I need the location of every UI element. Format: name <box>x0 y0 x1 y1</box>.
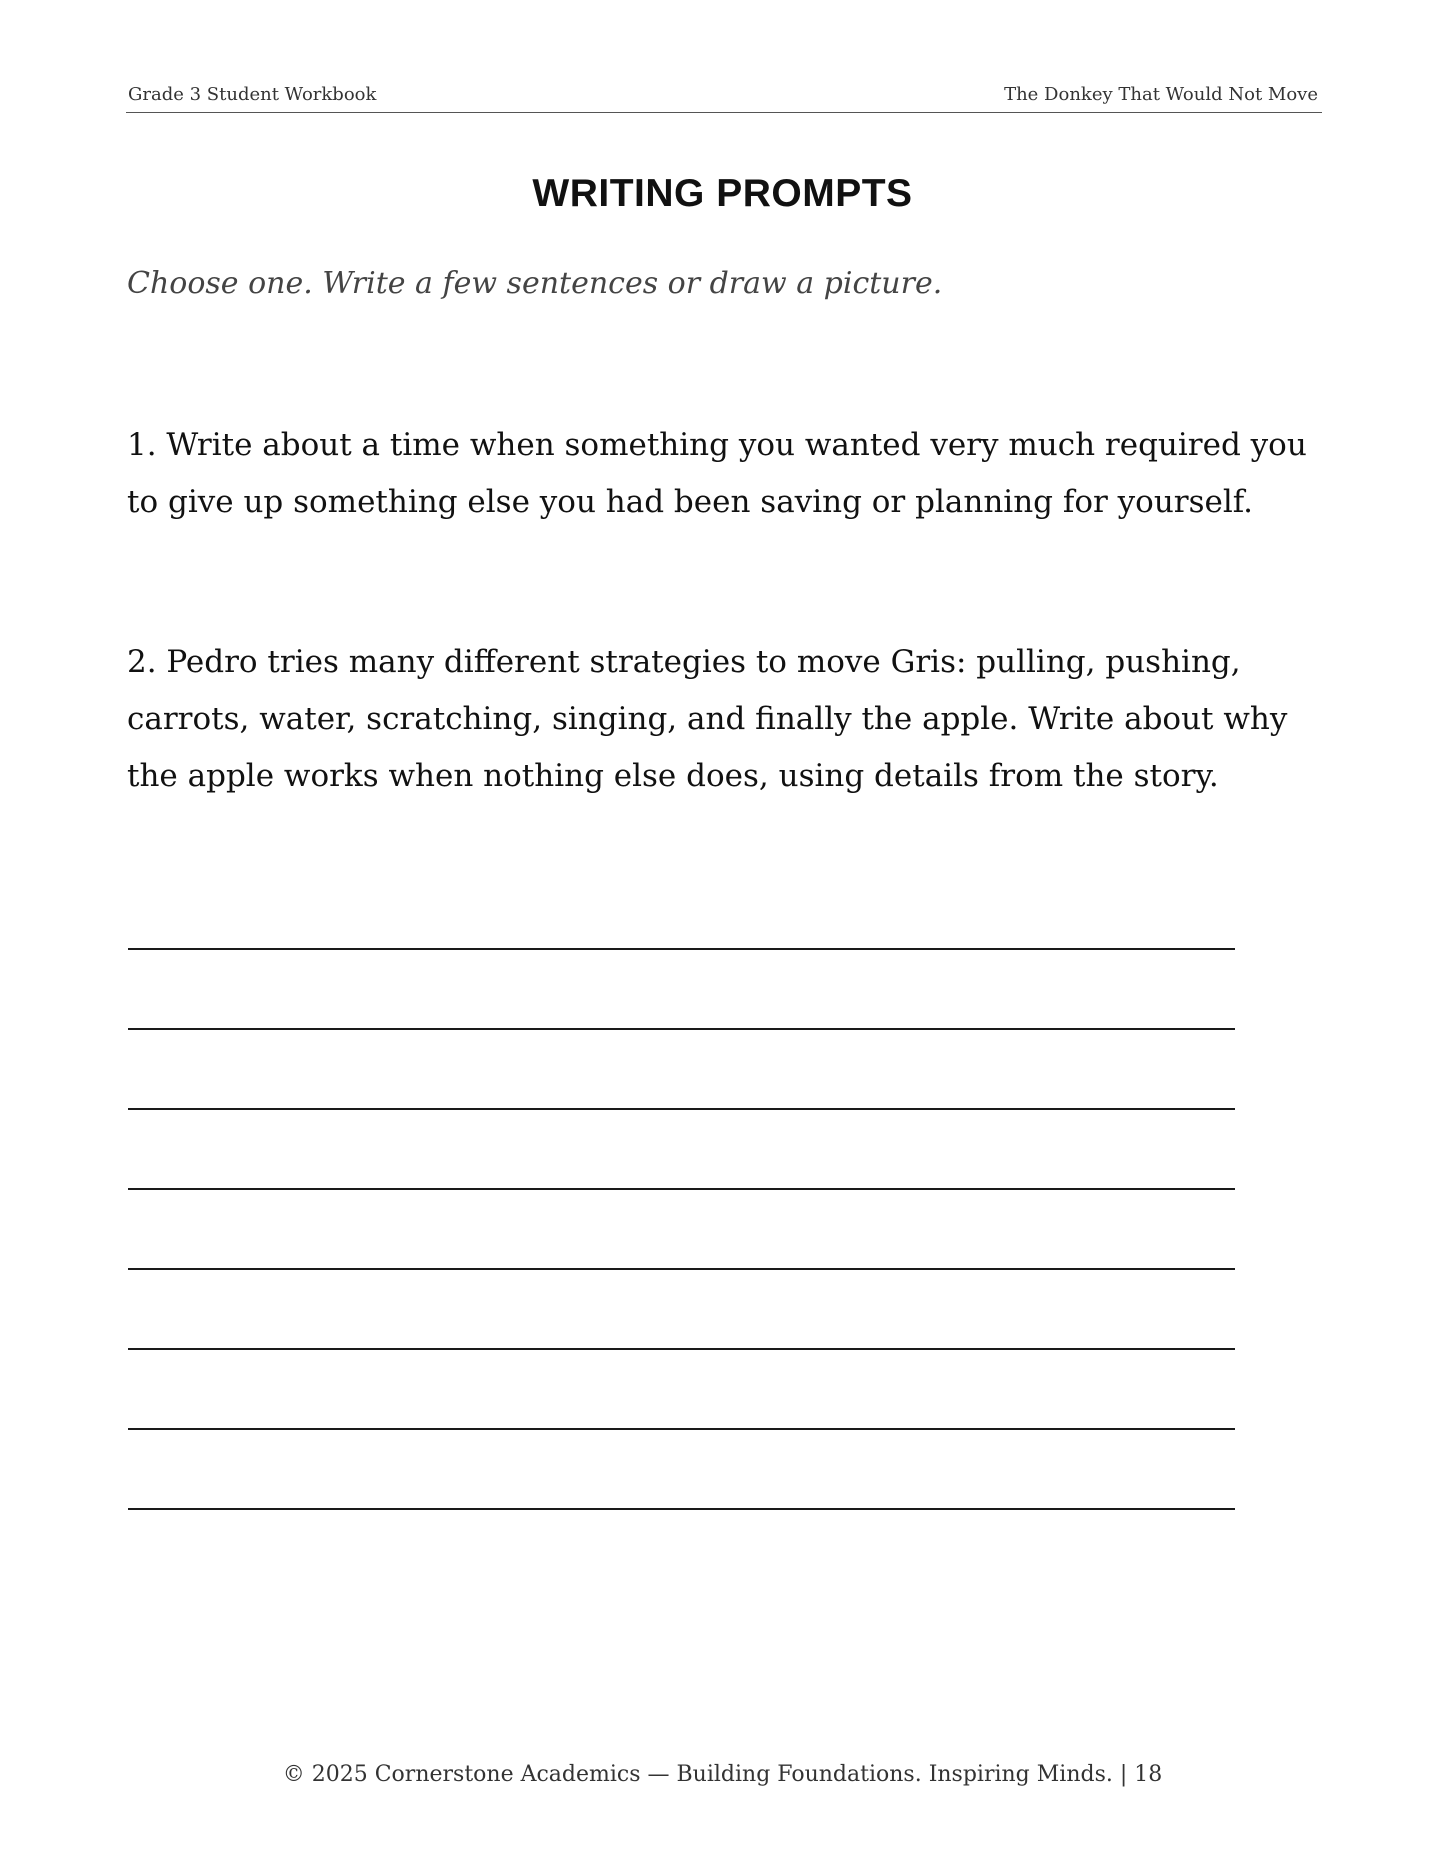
writing-prompt-1: 1. Write about a time when something you wanted very much required you to give up something else you had been saving or planning for yourself. <box>127 427 1307 520</box>
workbook-title: Grade 3 Student Workbook <box>128 84 377 105</box>
writing-prompt-2: 2. Pedro tries many different strategies to move Gris: pulling, pushing, carrots, water, scratching, singing, and finally the apple. Write about why the apple works when nothing else does, using details from the story. <box>127 644 1288 794</box>
answer-lines <box>128 948 1235 1510</box>
page-title: WRITING PROMPTS <box>532 172 913 215</box>
answer-line[interactable] <box>128 1430 1235 1510</box>
instructions: Choose one. Write a few sentences or draw a picture. <box>127 266 943 301</box>
page-header <box>126 82 1322 113</box>
answer-line[interactable] <box>128 1190 1235 1270</box>
answer-line[interactable] <box>128 950 1235 1030</box>
answer-line[interactable] <box>128 1110 1235 1190</box>
answer-line[interactable] <box>128 1270 1235 1350</box>
answer-line[interactable] <box>128 1030 1235 1110</box>
story-title: The Donkey That Would Not Move <box>1004 84 1318 105</box>
answer-line[interactable] <box>128 1350 1235 1430</box>
page-footer: © 2025 Cornerstone Academics — Building Foundations. Inspiring Minds. | 18 <box>282 1762 1163 1787</box>
